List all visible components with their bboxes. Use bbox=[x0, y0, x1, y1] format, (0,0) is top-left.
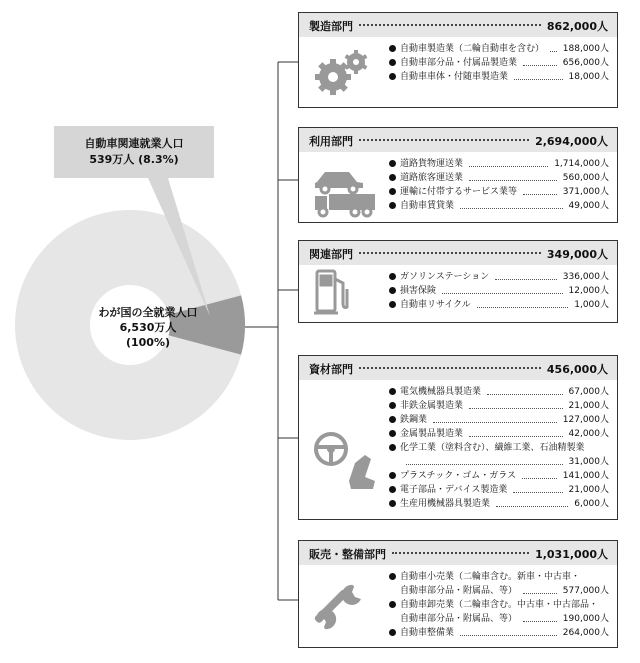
section-title: 製造部門 bbox=[309, 20, 353, 33]
item-name: 金属製品製造業 bbox=[400, 429, 464, 439]
item-name: 化学工業（塗料含む）、繊維工業、石油精製業 bbox=[400, 443, 585, 453]
item-name: 自動車小売業（二輪車含む。新車・中古車・ bbox=[400, 572, 581, 582]
item-leader bbox=[469, 436, 563, 437]
bullet bbox=[389, 388, 396, 395]
section-header bbox=[299, 356, 617, 380]
item-value: 577,000人 bbox=[562, 586, 609, 596]
item-value: 1,000人 bbox=[574, 300, 609, 310]
item-name: 自動車卸売業（二輪車含む。中古車・中古部品・ bbox=[400, 600, 599, 610]
item-leader bbox=[460, 208, 563, 209]
item-name: プラスチック・ゴム・ガラス bbox=[400, 471, 517, 481]
item-name: 自動車製造業（二輪自動車を含む） bbox=[400, 44, 545, 54]
list-item bbox=[389, 427, 609, 441]
item-value: 190,000人 bbox=[562, 614, 609, 624]
item-name-continued: 自動車部分品・附属品、等） bbox=[400, 586, 518, 596]
item-leader bbox=[514, 79, 563, 80]
item-leader bbox=[496, 506, 568, 507]
total-label: わが国の全就業人口 bbox=[98, 306, 198, 319]
item-value: 656,000人 bbox=[562, 58, 609, 68]
item-leader bbox=[469, 166, 548, 167]
connector-lines bbox=[245, 62, 298, 600]
item-value: 1,714,000人 bbox=[554, 159, 609, 169]
item-name: 鉄鋼業 bbox=[400, 415, 428, 425]
bullet bbox=[389, 273, 396, 280]
list-item bbox=[389, 626, 609, 640]
item-leader bbox=[522, 478, 557, 479]
item-value: 49,000人 bbox=[568, 201, 609, 211]
bullet bbox=[389, 444, 396, 451]
callout-value: 539万人 (8.3%) bbox=[89, 153, 179, 166]
item-leader bbox=[513, 492, 563, 493]
item-name: 自動車部分品・付属品製造業 bbox=[400, 58, 518, 68]
header-leader bbox=[359, 24, 541, 26]
list-item bbox=[389, 56, 609, 70]
list-item bbox=[389, 483, 609, 497]
list-item bbox=[389, 185, 609, 199]
item-leader bbox=[523, 65, 557, 66]
steering-seat-icon bbox=[311, 423, 381, 499]
item-value: 21,000人 bbox=[568, 401, 609, 411]
list-item bbox=[389, 455, 609, 469]
item-leader bbox=[523, 194, 557, 195]
item-name: 電気機械器具製造業 bbox=[400, 387, 482, 397]
item-leader bbox=[469, 408, 563, 409]
list-item bbox=[389, 584, 609, 598]
list-item bbox=[389, 284, 609, 298]
bullet bbox=[389, 174, 396, 181]
bullet bbox=[389, 287, 396, 294]
wrench-icon bbox=[311, 579, 367, 639]
item-leader bbox=[406, 464, 563, 465]
section-total: 456,000人 bbox=[546, 363, 608, 376]
item-leader bbox=[523, 593, 557, 594]
header-leader bbox=[392, 552, 529, 554]
list-item bbox=[389, 413, 609, 427]
bullet bbox=[389, 629, 396, 636]
car-truck-icon bbox=[311, 160, 381, 224]
item-leader bbox=[550, 51, 557, 52]
item-value: 42,000人 bbox=[568, 429, 609, 439]
item-value: 371,000人 bbox=[562, 187, 609, 197]
list-item bbox=[389, 570, 609, 584]
list-item bbox=[389, 598, 609, 612]
bullet bbox=[389, 472, 396, 479]
item-value: 264,000人 bbox=[562, 628, 609, 638]
header-leader bbox=[359, 139, 529, 141]
list-item bbox=[389, 441, 609, 455]
section-title: 関連部門 bbox=[309, 248, 353, 261]
header-leader bbox=[359, 367, 541, 369]
item-name: ガソリンステーション bbox=[400, 272, 490, 282]
callout-label: 自動車関連就業人口 bbox=[84, 137, 184, 150]
item-leader bbox=[460, 635, 557, 636]
section-header bbox=[299, 128, 617, 152]
item-leader bbox=[469, 180, 557, 181]
section-title: 販売・整備部門 bbox=[309, 548, 386, 561]
section-box-2 bbox=[298, 127, 618, 223]
bullet bbox=[389, 601, 396, 608]
item-value: 6,000人 bbox=[574, 499, 609, 509]
bullet bbox=[389, 402, 396, 409]
bullet bbox=[389, 160, 396, 167]
bullet bbox=[389, 202, 396, 209]
list-item bbox=[389, 171, 609, 185]
section-header bbox=[299, 241, 617, 265]
donut-center-label bbox=[78, 305, 218, 350]
item-name: 道路貨物運送業 bbox=[400, 159, 464, 169]
bullet bbox=[389, 573, 396, 580]
list-item bbox=[389, 612, 609, 626]
bullet bbox=[389, 188, 396, 195]
item-value: 67,000人 bbox=[568, 387, 609, 397]
item-name: 自動車賃貸業 bbox=[400, 201, 455, 211]
list-item bbox=[389, 157, 609, 171]
section-box-3 bbox=[298, 240, 618, 323]
item-value: 12,000人 bbox=[568, 286, 609, 296]
item-name: 自動車車体・付随車製造業 bbox=[400, 72, 509, 82]
item-value: 336,000人 bbox=[562, 272, 609, 282]
total-pct: (100%) bbox=[125, 336, 171, 349]
gears-icon bbox=[311, 45, 375, 105]
list-item bbox=[389, 42, 609, 56]
bullet bbox=[389, 500, 396, 507]
section-box-5 bbox=[298, 540, 618, 648]
item-value: 31,000人 bbox=[568, 457, 609, 467]
fuel-pump-icon bbox=[311, 267, 355, 321]
bullet bbox=[389, 430, 396, 437]
item-value: 188,000人 bbox=[562, 44, 609, 54]
list-item bbox=[389, 298, 609, 312]
list-item bbox=[389, 399, 609, 413]
bullet bbox=[389, 73, 396, 80]
item-name: 自動車リサイクル bbox=[400, 300, 471, 310]
bullet bbox=[389, 486, 396, 493]
item-value: 127,000人 bbox=[562, 415, 609, 425]
callout-box bbox=[54, 126, 214, 178]
bullet bbox=[389, 416, 396, 423]
item-name: 損害保険 bbox=[400, 286, 437, 296]
section-box-1 bbox=[298, 12, 618, 108]
item-leader bbox=[495, 279, 557, 280]
section-title: 利用部門 bbox=[309, 135, 353, 148]
item-leader bbox=[433, 422, 557, 423]
list-item bbox=[389, 70, 609, 84]
list-item bbox=[389, 270, 609, 284]
item-name-continued: 自動車部分品・附属品、等） bbox=[400, 614, 518, 624]
total-value: 6,530万人 bbox=[119, 321, 177, 334]
item-name: 非鉄金属製造業 bbox=[400, 401, 464, 411]
list-item bbox=[389, 469, 609, 483]
item-name: 運輸に付帯するサービス業等 bbox=[400, 187, 518, 197]
section-header bbox=[299, 13, 617, 37]
item-value: 141,000人 bbox=[562, 471, 609, 481]
item-value: 560,000人 bbox=[562, 173, 609, 183]
item-value: 21,000人 bbox=[568, 485, 609, 495]
item-leader bbox=[523, 621, 557, 622]
section-total: 2,694,000人 bbox=[535, 135, 608, 148]
list-item bbox=[389, 497, 609, 511]
bullet bbox=[389, 301, 396, 308]
bullet bbox=[389, 59, 396, 66]
section-box-4 bbox=[298, 355, 618, 520]
section-total: 349,000人 bbox=[546, 248, 608, 261]
item-name: 道路旅客運送業 bbox=[400, 173, 464, 183]
list-item bbox=[389, 199, 609, 213]
item-name: 生産用機械器具製造業 bbox=[400, 499, 491, 509]
item-name: 自動車整備業 bbox=[400, 628, 455, 638]
section-header bbox=[299, 541, 617, 565]
item-leader bbox=[487, 394, 563, 395]
section-total: 1,031,000人 bbox=[535, 548, 608, 561]
header-leader bbox=[359, 252, 541, 254]
item-name: 電子部品・デバイス製造業 bbox=[400, 485, 508, 495]
section-total: 862,000人 bbox=[546, 20, 608, 33]
item-leader bbox=[477, 307, 568, 308]
bullet bbox=[389, 45, 396, 52]
section-title: 資材部門 bbox=[309, 363, 353, 376]
item-value: 18,000人 bbox=[568, 72, 609, 82]
list-item bbox=[389, 385, 609, 399]
item-leader bbox=[442, 293, 563, 294]
